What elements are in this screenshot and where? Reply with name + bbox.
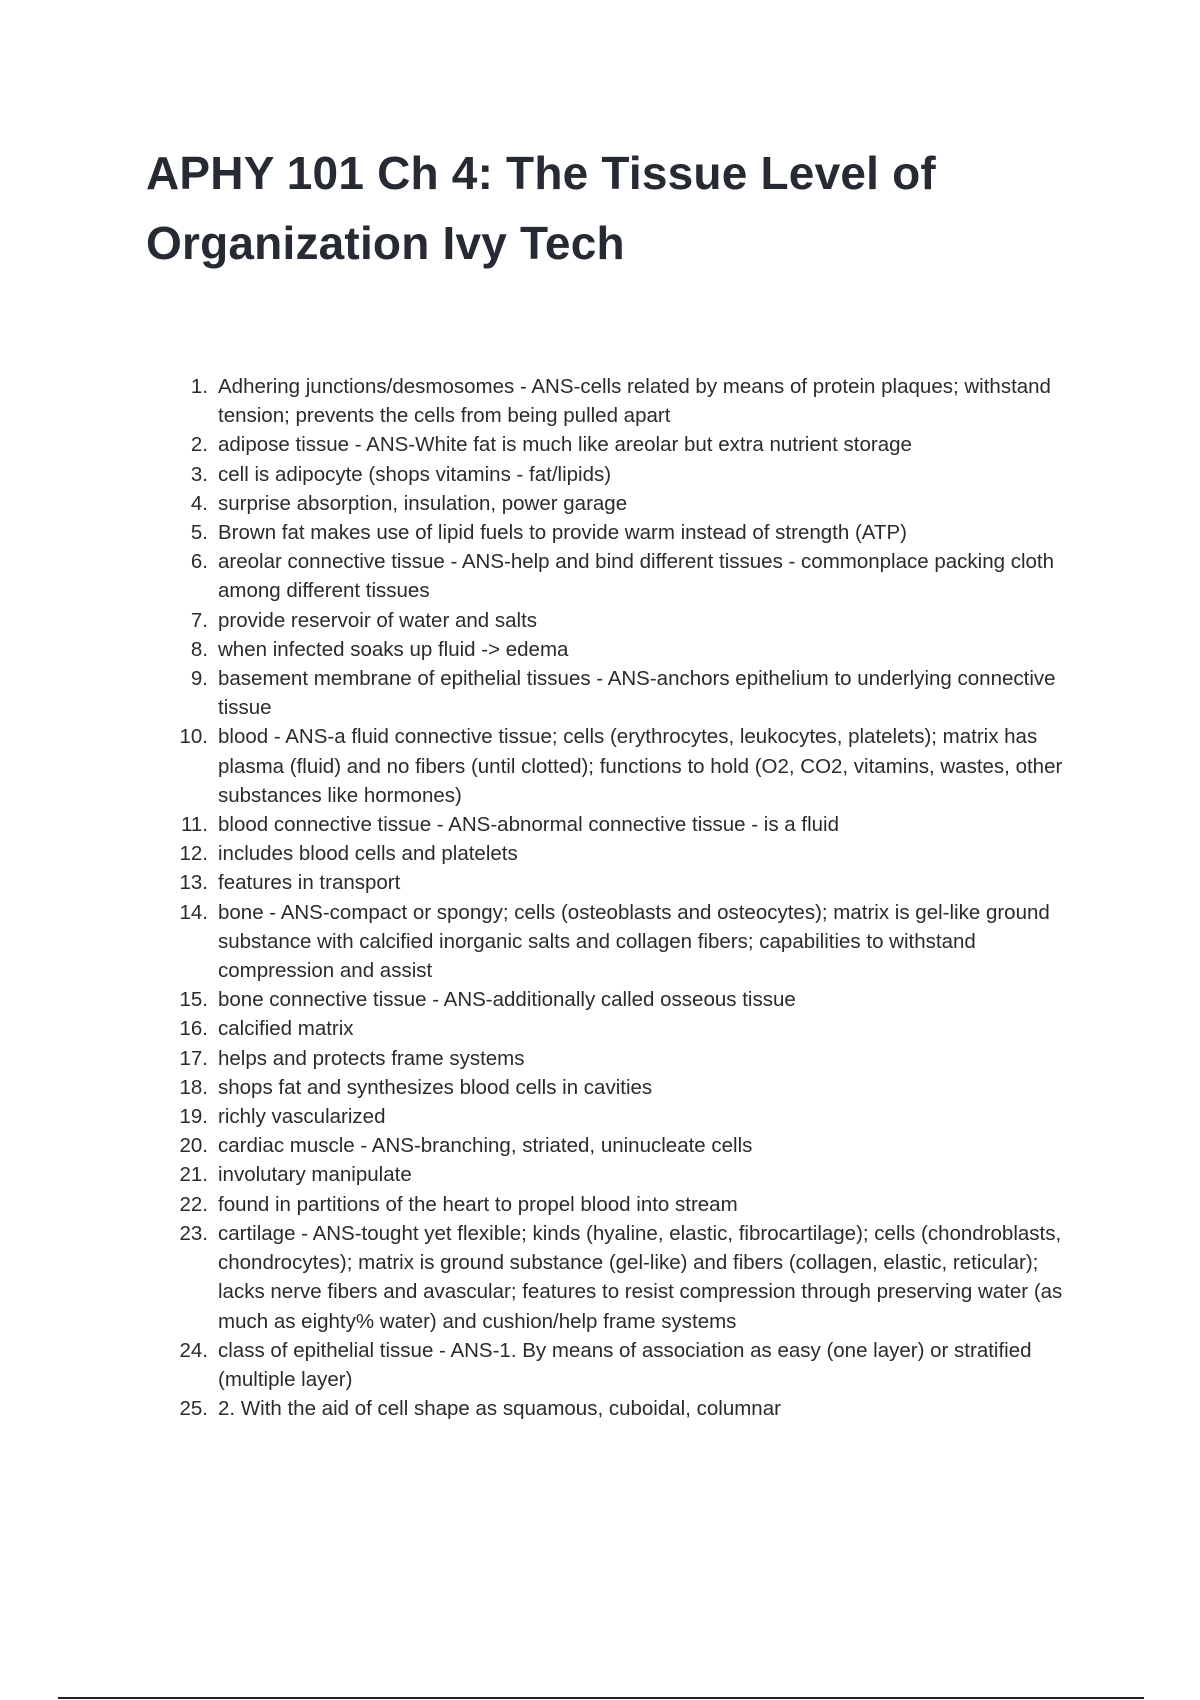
list-item (0, 606, 1200, 635)
list-item (0, 1014, 1200, 1043)
list-item (0, 635, 1200, 664)
list-item-number: 19. (179, 1105, 208, 1129)
list-item-number: 25. (179, 1397, 208, 1421)
list-item-number: 13. (179, 871, 208, 895)
list-item-text: cardiac muscle - ANS-branching, striated, uninucleate cells (218, 1134, 753, 1158)
list-item-text: surprise absorption, insulation, power garage (218, 491, 628, 515)
list-item-number: 21. (179, 1163, 208, 1187)
list-item-number: 16. (179, 1017, 208, 1041)
list-item-text: Adhering junctions/desmosomes - ANS-cells related by means of protein plaques; withstand tension; prevents the cells from being pulled apart (218, 375, 1051, 428)
list-item (0, 372, 1200, 430)
list-item-number: 14. (179, 900, 208, 924)
list-item-number: 3. (190, 462, 208, 486)
list-item-text: basement membrane of epithelial tissues - ANS-anchors epithelium to underlying connective tissue (218, 667, 1056, 720)
list-item (0, 1160, 1200, 1189)
list-item-number: 23. (179, 1221, 208, 1245)
list-item-text: calcified matrix (218, 1017, 354, 1041)
list-item-number: 7. (190, 608, 208, 632)
document-title: APHY 101 Ch 4: The Tissue Level of Organization Ivy Tech (146, 147, 936, 269)
list-item-text: when infected soaks up fluid -> edema (218, 637, 569, 661)
list-item-text: provide reservoir of water and salts (218, 608, 538, 632)
list-item-number: 24. (179, 1338, 208, 1362)
list-item-text: richly vascularized (218, 1105, 386, 1129)
list-item (0, 1131, 1200, 1160)
list-item-number: 8. (190, 637, 208, 661)
list-item (0, 898, 1200, 986)
list-item (0, 839, 1200, 868)
list-item (0, 518, 1200, 547)
list-item-text: 2. With the aid of cell shape as squamous, cuboidal, columnar (218, 1397, 781, 1421)
list-item-number: 12. (179, 842, 208, 866)
list-item-number: 5. (190, 521, 208, 545)
list-item-number: 10. (179, 725, 208, 749)
list-item-text: bone connective tissue - ANS-additionally called osseous tissue (218, 988, 796, 1012)
list-item (0, 547, 1200, 605)
list-item-text: shops fat and synthesizes blood cells in cavities (218, 1075, 653, 1099)
list-item (0, 430, 1200, 459)
list-item (0, 1073, 1200, 1102)
list-item (0, 1394, 1200, 1423)
list-item (0, 1102, 1200, 1131)
list-item (0, 1219, 1200, 1336)
list-item-number: 17. (179, 1046, 208, 1070)
list-item (0, 1336, 1200, 1394)
list-item-number: 2. (190, 433, 208, 457)
list-item (0, 985, 1200, 1014)
list-item-number: 6. (190, 550, 208, 574)
list-item-text: Brown fat makes use of lipid fuels to provide warm instead of strength (ATP) (218, 521, 907, 545)
list-item-text: bone - ANS-compact or spongy; cells (osteoblasts and osteocytes); matrix is gel-like ground substance with calcified inorganic salts and collagen fibers; capabilities to withstand compression and assist (218, 900, 1050, 983)
list-item-text: class of epithelial tissue - ANS-1. By means of association as easy (one layer) or stratified (multiple layer) (218, 1338, 1032, 1391)
list-item-text: cartilage - ANS-tought yet flexible; kinds (hyaline, elastic, fibrocartilage); cells (chondroblasts, chondrocytes); matrix is ground substance (gel-like) and fibers (collagen, elastic, reticular); lacks nerve fibers and avascular; features to resist compression through preserving water (as much as eighty% water) and cushion/help frame systems (218, 1221, 1063, 1333)
list-item-text: found in partitions of the heart to propel blood into stream (218, 1192, 738, 1216)
list-item-text: blood connective tissue - ANS-abnormal connective tissue - is a fluid (218, 813, 840, 837)
list-item-text: blood - ANS-a fluid connective tissue; cells (erythrocytes, leukocytes, platelets); matrix has plasma (fluid) and no fibers (until clotted); functions to hold (O2, CO2, vitamins, wastes, other substances like hormones) (218, 725, 1063, 807)
list-item (0, 664, 1200, 722)
list-item (0, 722, 1200, 810)
list-item-number: 18. (179, 1075, 208, 1099)
list-item-text: features in transport (218, 871, 401, 895)
list-item-text: helps and protects frame systems (218, 1046, 525, 1070)
list-item-number: 20. (179, 1134, 208, 1158)
page-bottom-divider (58, 1697, 1144, 1699)
list-item (0, 1044, 1200, 1073)
list-item (0, 1190, 1200, 1219)
list-item-number: 11. (181, 813, 208, 837)
list-item-text: adipose tissue - ANS-White fat is much like areolar but extra nutrient storage (218, 433, 912, 457)
list-item (0, 868, 1200, 897)
list-item-text: involutary manipulate (218, 1163, 412, 1187)
list-item-text: cell is adipocyte (shops vitamins - fat/lipids) (218, 462, 612, 486)
list-item (0, 810, 1200, 839)
list-item-number: 15. (179, 988, 208, 1012)
list-item-number: 9. (190, 667, 208, 691)
list-item-number: 1. (190, 375, 208, 398)
list-item-number: 4. (190, 491, 208, 515)
flashcard-list (0, 372, 1200, 1423)
list-item-text: areolar connective tissue - ANS-help and bind different tissues - commonplace packing cloth among different tissues (218, 550, 1055, 603)
list-item-text: includes blood cells and platelets (218, 842, 518, 866)
list-item-number: 22. (179, 1192, 208, 1216)
list-item (0, 460, 1200, 489)
list-item (0, 489, 1200, 518)
